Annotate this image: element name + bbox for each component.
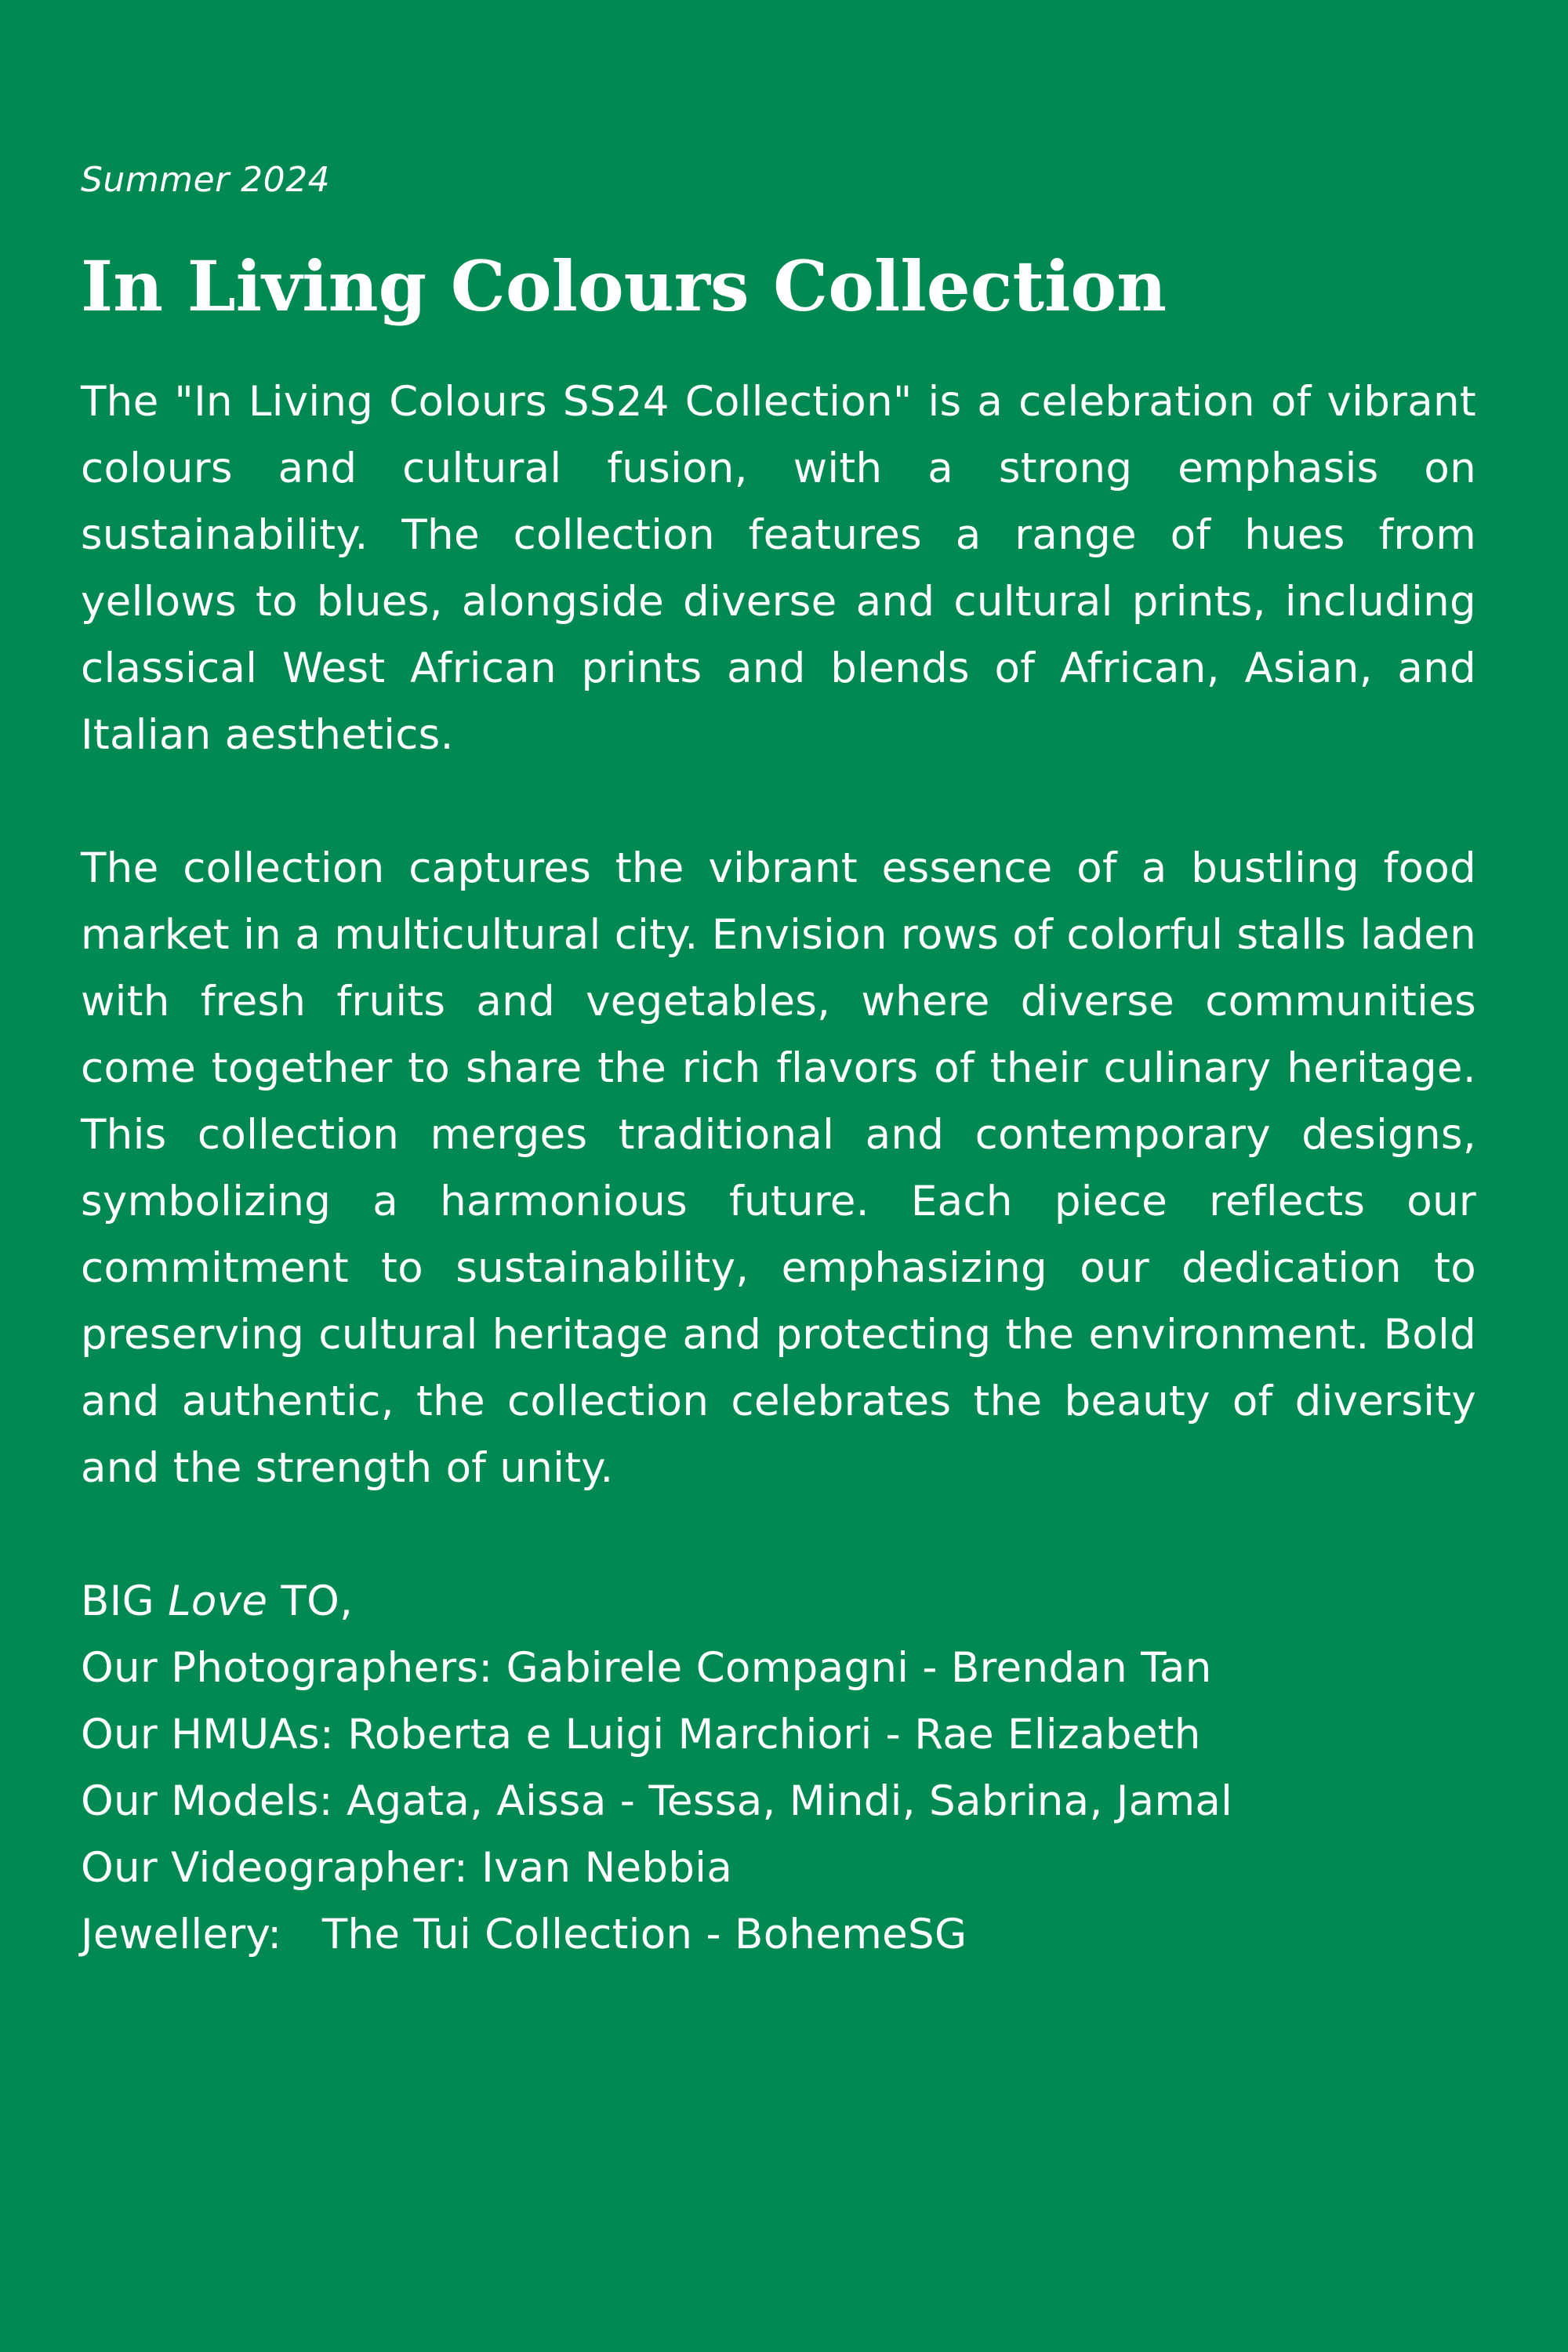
- credit-jewellery: Jewellery: The Tui Collection - BohemeSG: [81, 1911, 967, 1958]
- credit-photographers: Our Photographers: Gabirele Compagni - Brendan Tan: [81, 1644, 1212, 1692]
- credits-intro-prefix: BIG: [81, 1577, 169, 1625]
- content-column: [81, 157, 1476, 1968]
- season-label: Summer 2024: [81, 160, 331, 200]
- credits-block: [81, 1568, 1476, 1968]
- credit-models: Our Models: Agata, Aissa - Tessa, Mindi, Sabrina, Jamal: [81, 1777, 1233, 1825]
- credits-intro-emphasis: Love: [168, 1577, 268, 1625]
- credit-hmuas: Our HMUAs: Roberta e Luigi Marchiori - Rae Elizabeth: [81, 1711, 1201, 1759]
- credits-intro: [81, 1568, 1476, 1635]
- page-title: In Living Colours Collection: [81, 245, 1167, 327]
- intro-paragraph: The "In Living Colours SS24 Collection" is a celebration of vibrant colours and cultural fusion, with a strong emphasis on sustainability. The collection features a range of hues from yellows to blues, alongside diverse and cultural prints, including classical West African prints and blends of African, Asian, and Italian aesthetics.: [81, 378, 1476, 759]
- description-paragraph: The collection captures the vibrant essence of a bustling food market in a multicultural city. Envision rows of colorful stalls laden with fresh fruits and vegetables, where diverse communities come together to share the rich flavors of their culinary heritage. This collection merges traditional and contemporary designs, symbolizing a harmonious future. Each piece reflects our commitment to sustainability, emphasizing our dedication to preserving cultural heritage and protecting the environment. Bold and authentic, the collection celebrates the beauty of diversity and the strength of unity.: [81, 844, 1476, 1492]
- credits-intro-suffix: TO,: [267, 1577, 354, 1625]
- credit-videographer: Our Videographer: Ivan Nebbia: [81, 1844, 733, 1892]
